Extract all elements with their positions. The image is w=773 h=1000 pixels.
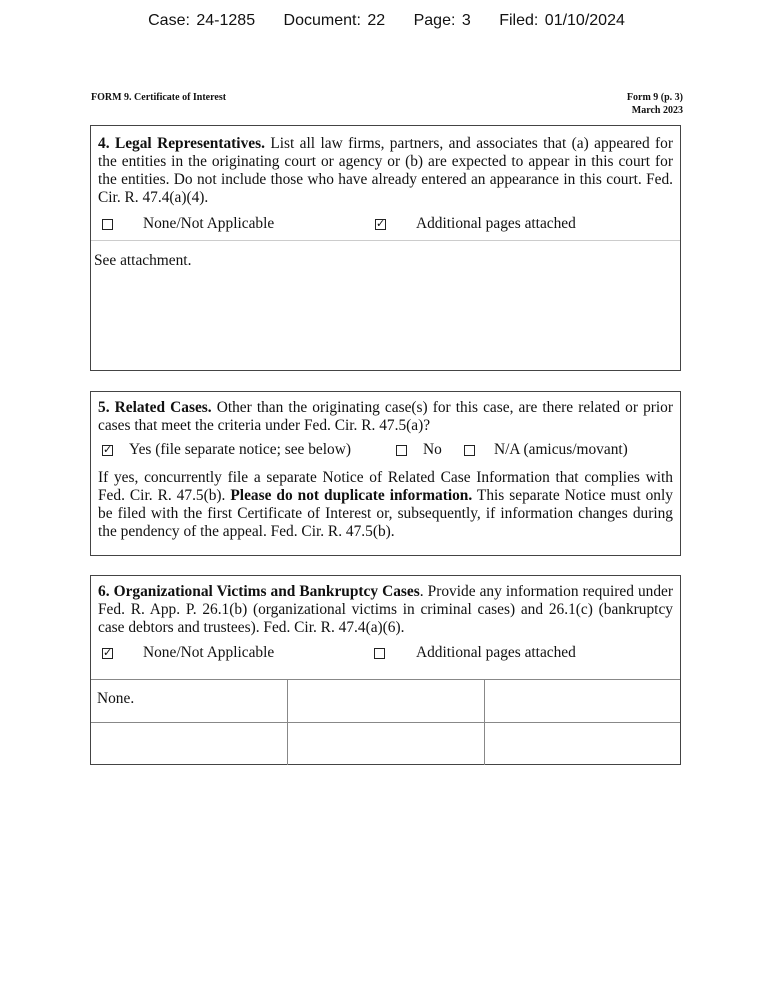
section6-heading: 6. Organizational Victims and Bankruptcy Cases — [98, 583, 420, 600]
section5-paragraph — [91, 399, 680, 435]
form-page-label — [627, 91, 683, 117]
checkmark-icon: ✓ — [103, 647, 113, 659]
section6-checkbox-row — [91, 644, 680, 666]
section6-text: . Provide any information required under Fed. R. App. P. 26.1(b) (organizational victims in criminal cases) and 26.1(c) (bankruptcy case debtors and trustees). Fed. Cir. R. 47.4(a)(6). — [98, 583, 673, 636]
section5-yes-checkbox[interactable] — [102, 445, 113, 456]
section5-na-label: N/A (amicus/movant) — [494, 441, 628, 458]
table-cell: None. — [97, 690, 135, 707]
section5-note — [91, 469, 680, 541]
section4-none-label: None/Not Applicable — [143, 215, 275, 232]
section5-text: Other than the originating case(s) for this case, are there related or prior cases that meet the criteria under Fed. Cir. R. 47.5(a)? — [98, 399, 673, 434]
section-legal-representatives — [90, 125, 681, 371]
form-page-number: Form 9 (p. 3) — [626, 92, 683, 103]
section5-heading: 5. Related Cases. — [98, 399, 212, 416]
section4-paragraph — [91, 135, 680, 207]
table-row-divider — [91, 722, 680, 723]
section5-no-checkbox[interactable] — [396, 445, 407, 456]
form-date: March 2023 — [631, 105, 683, 116]
section4-heading: 4. Legal Representatives. — [98, 135, 265, 152]
section5-na-checkbox[interactable] — [464, 445, 475, 456]
section6-additional-checkbox[interactable] — [374, 648, 385, 659]
section4-none-checkbox[interactable] — [102, 219, 113, 230]
section5-note-text: If yes, concurrently file a separate Notice of Related Case Information that complies with Fed. Cir. R. 47.5(b). — [98, 469, 673, 504]
form-id: FORM 9. Certificate of Interest — [91, 92, 227, 103]
section6-additional-label: Additional pages attached — [416, 644, 576, 661]
divider — [91, 240, 680, 241]
section6-none-checkbox[interactable] — [102, 648, 113, 659]
section5-note-bold: Please do not duplicate information. — [230, 487, 473, 504]
section6-none-label: None/Not Applicable — [143, 644, 275, 661]
case-header — [0, 12, 773, 30]
section4-content: See attachment. — [94, 252, 192, 269]
table-column-divider — [287, 679, 288, 765]
section5-checkbox-row — [91, 441, 680, 463]
section5-no-label: No — [423, 441, 442, 458]
table-column-divider — [484, 679, 485, 765]
checkmark-icon: ✓ — [103, 444, 113, 456]
section4-text: List all law firms, partners, and associates that (a) appeared for the entities in the originating court or agency or (b) are expected to appear in this court for the entities. Do not include those who have already entered an appearance in this court. Fed. Cir. R. 47.4(a)(4). — [98, 135, 673, 206]
checkmark-icon: ✓ — [376, 218, 386, 230]
section-related-cases — [90, 391, 681, 556]
table-border — [91, 679, 680, 680]
section4-additional-label: Additional pages attached — [416, 215, 576, 232]
section5-yes-label: Yes (file separate notice; see below) — [129, 441, 351, 458]
document-number: Document: 22 — [283, 12, 386, 29]
section6-paragraph — [91, 583, 680, 637]
section5-note-text-end: This separate Notice must only be filed with the first Certificate of Interest or, subsequently, if information changes during the pendency of the appeal. Fed. Cir. R. 47.5(b). — [98, 487, 673, 540]
section-organizational-victims — [90, 575, 681, 765]
section4-content-area — [91, 240, 680, 371]
case-number: Case: 24-1285 — [148, 12, 256, 29]
filed-date: Filed: 01/10/2024 — [499, 12, 625, 29]
section6-table — [91, 679, 680, 765]
page-number: Page: 3 — [413, 12, 471, 29]
section4-additional-checkbox[interactable] — [375, 219, 386, 230]
section4-checkbox-row — [91, 215, 680, 237]
